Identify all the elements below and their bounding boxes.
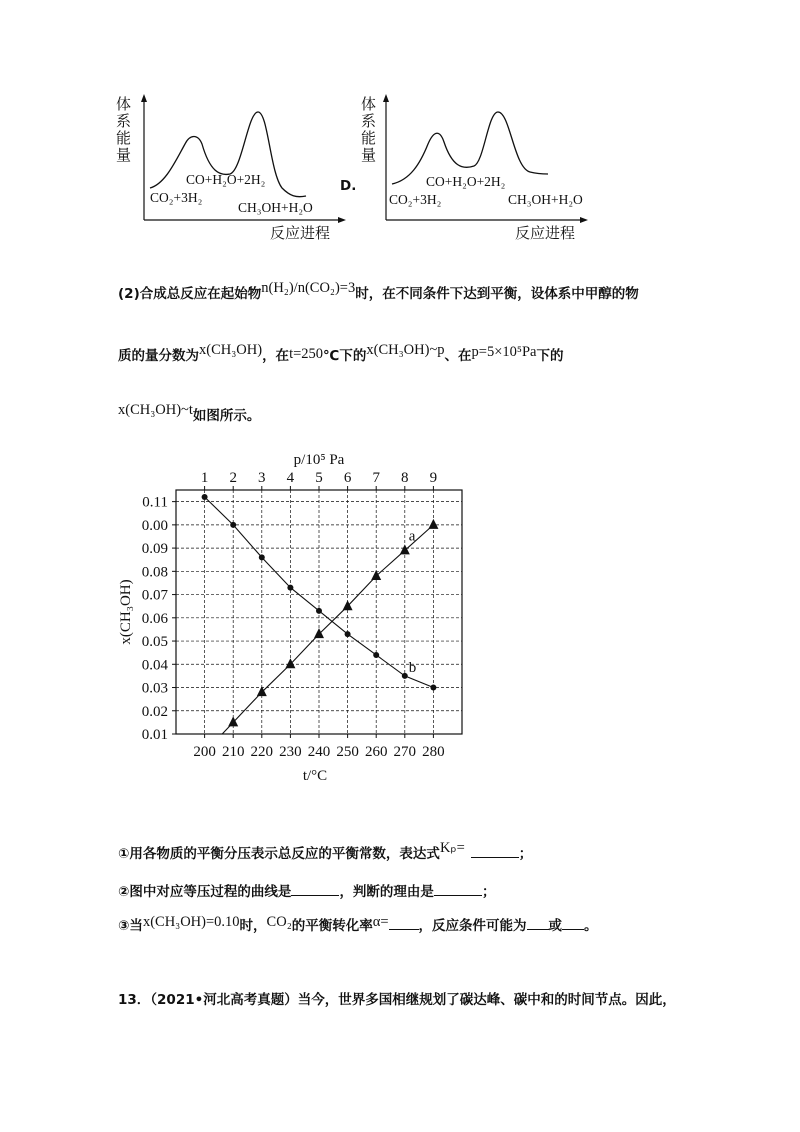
sub2-blank-curve [291,895,339,896]
q2-line2-d: 、在 [444,348,472,364]
x-ch3oh-chart [100,448,480,788]
series-a-point [285,658,295,668]
sub2-blank-reason [434,895,482,896]
curve-label-a: a [408,528,416,545]
series-b-point [373,652,379,658]
q2-line2 [118,344,563,365]
y-tick-label: 0.02 [141,703,168,720]
energy-diagram-d [350,92,590,242]
diagram-c-y-label: 体系能量 [116,95,132,164]
series-a-point [400,544,410,554]
y-tick-label: 0.07 [141,587,168,604]
q2-line2-f3: x(CH₃OH)~p [366,342,445,358]
sub1-blank [471,857,519,858]
y-tick-label: 0.09 [141,541,168,558]
series-b-point [316,608,322,614]
series-b-point [202,494,208,500]
series-b-point [259,554,265,560]
q2-line1-a: (2)合成总反应在起始物 [118,286,262,302]
bottom-tick-label: 260 [364,744,388,760]
sub-question-2 [118,880,495,900]
sub1-formula: Kₚ= [439,840,465,856]
sub3-f3: α= [372,914,389,930]
y-tick-label: 0.00 [141,517,168,534]
bottom-tick-label: 270 [393,744,417,760]
q2-line3 [118,404,260,425]
q2-line3-a: 如图所示。 [192,408,261,424]
diagram-d-y-label: 体系能量 [361,95,377,164]
series-b-point [230,522,236,528]
diagram-c-label-right: CH₃OH+H₂O [238,200,313,215]
sub3-a: ③当 [118,918,143,934]
bottom-tick-label: 240 [307,744,331,760]
y-tick-label: 0.08 [141,564,168,581]
bottom-tick-label: 280 [422,744,445,760]
top-tick-label: 3 [258,470,266,486]
top-tick-label: 4 [286,470,295,486]
series-line-a [222,525,433,734]
sub3-d: ，反应条件可能为 [418,918,527,934]
top-tick-label: 8 [401,470,409,486]
bottom-tick-label: 220 [250,744,274,760]
diagram-d-label-mid: CO+H₂O+2H₂ [426,174,506,189]
series-b-point [402,673,408,679]
diagram-c-label-left: CO₂+3H₂ [150,190,203,205]
sub3-e: 或 [548,918,563,934]
q2-line3-formula: x(CH₃OH)~t [118,402,193,418]
series-a-point [428,519,438,529]
bottom-axis-label: t/°C [302,768,328,784]
diagram-c-label-mid: CO+H₂O+2H₂ [186,172,266,187]
q2-line2-c: ℃下的 [323,348,367,364]
series-b-point [345,631,351,637]
series-a-point [343,600,353,610]
sub2-end: ； [481,884,496,900]
bottom-tick-label: 200 [193,744,216,760]
y-axis-label: x(CH₃OH) [118,579,134,645]
top-tick-label: 2 [229,470,237,486]
energy-diagram-c [110,92,350,242]
sub1-end: ； [518,846,533,862]
y-tick-label: 0.03 [141,680,168,697]
bottom-tick-label: 250 [336,744,359,760]
y-tick-label: 0.01 [141,727,168,743]
sub2-a: ②图中对应等压过程的曲线是 [118,884,292,900]
q2-line1-formula: n(H₂)/n(CO₂)=3 [261,280,356,296]
q2-line2-b: ，在 [262,348,290,364]
sub3-c: 的平衡转化率 [291,918,373,934]
top-tick-label: 6 [343,470,352,486]
q2-line2-f2: t=250 [289,346,324,362]
q2-line1-b: 时，在不同条件下达到平衡，设体系中甲醇的物 [355,286,639,302]
sub3-blank-cond2 [562,929,584,930]
diagram-d-label-right: CH₃OH+H₂O [508,192,583,207]
option-d-label: D. [340,178,357,194]
y-tick-label: 0.11 [142,494,168,511]
q2-line2-f1: x(CH₃OH) [199,342,263,358]
sub2-b: ，判断的理由是 [339,884,434,900]
bottom-tick-label: 210 [221,744,245,760]
sub3-end: 。 [584,918,598,934]
q2-line2-a: 质的量分数为 [118,348,199,364]
sub3-blank-alpha [389,929,419,930]
question-13: 13．（2021•河北高考真题）当今，世界多国相继规划了碳达峰、碳中和的时间节点。因此， [118,992,676,1008]
y-tick-label: 0.04 [141,657,168,674]
series-b-point [430,685,436,691]
y-tick-label: 0.06 [141,610,168,627]
sub3-blank-cond1 [527,929,549,930]
sub3-f1: x(CH₃OH)=0.10 [142,914,240,930]
sub3-b: 时， [239,918,267,934]
top-axis-label: p/10⁵ Pa [293,452,345,468]
diagram-d-label-left: CO₂+3H₂ [389,192,442,207]
top-tick-label: 7 [372,470,380,486]
q2-line2-f4: p=5×10⁵Pa [471,344,537,360]
bottom-tick-label: 230 [279,744,302,760]
sub-question-3 [118,914,598,935]
y-tick-label: 0.05 [141,634,168,651]
q2-line1 [118,282,639,303]
top-tick-label: 9 [429,470,438,486]
top-tick-label: 5 [315,470,323,486]
series-b-point [287,585,293,591]
sub3-f2: CO₂ [266,914,292,930]
q2-line2-e: 下的 [536,348,564,364]
curve-label-b: b [408,659,417,676]
sub1-text: ①用各物质的平衡分压表示总反应的平衡常数，表达式 [118,846,440,862]
sub-question-1 [118,842,532,863]
diagram-d-x-label: 反应进程 [515,224,576,242]
series-a-point [228,716,238,726]
series-a-point [314,628,324,638]
top-tick-label: 1 [200,470,209,486]
diagram-c-x-label: 反应进程 [270,224,331,242]
